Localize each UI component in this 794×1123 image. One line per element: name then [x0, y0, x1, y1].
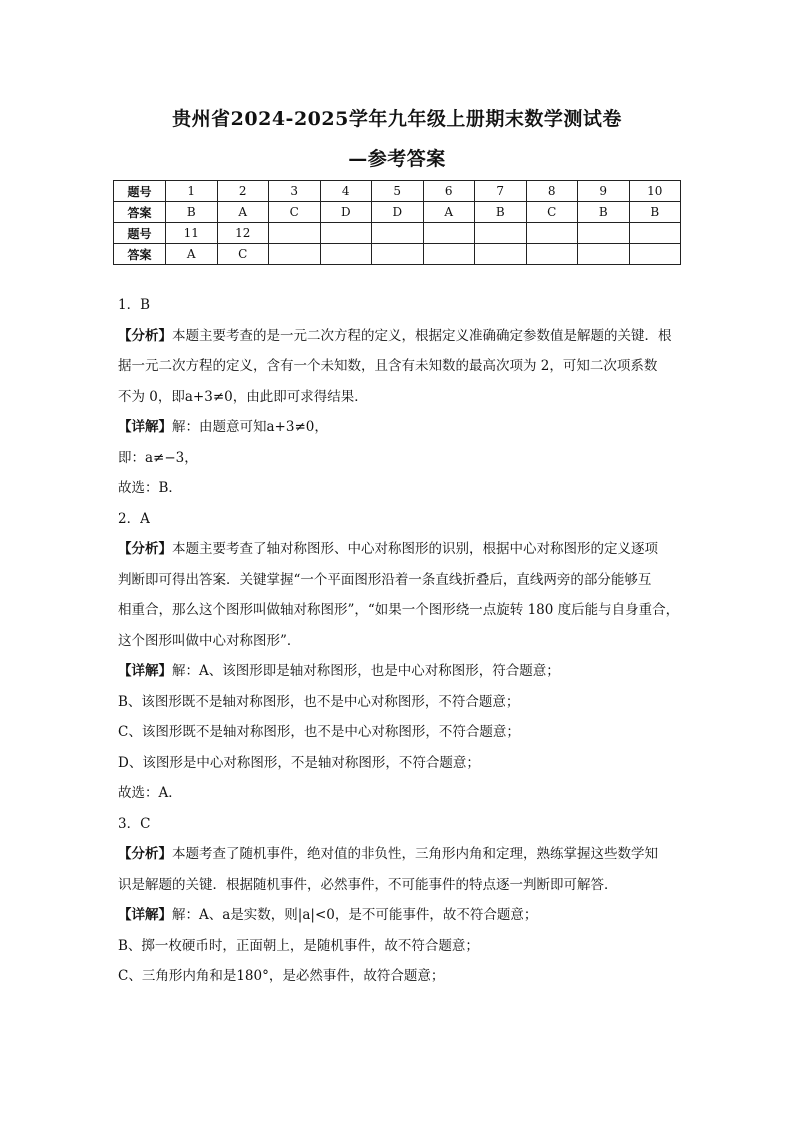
- question-number: 12: [217, 223, 269, 244]
- question-2-analysis: [118, 534, 688, 565]
- answer-cell: C: [526, 202, 578, 223]
- empty-cell: [320, 223, 372, 244]
- answer-cell: A: [166, 244, 218, 265]
- empty-cell: [629, 223, 681, 244]
- empty-cell: [269, 223, 321, 244]
- analysis-text: 据一元二次方程的定义，含有一个未知数，且含有未知数的最高次项为 2，可知二次项系数: [118, 358, 658, 374]
- answer-cell: B: [475, 202, 527, 223]
- detail-text: 故选：A．: [118, 785, 182, 801]
- answer-cell: D: [372, 202, 424, 223]
- analysis-text: 本题主要考查的是一元二次方程的定义，根据定义准确确定参数值是解题的关键．根: [172, 327, 672, 344]
- document-subtitle: —参考答案: [348, 148, 446, 170]
- analysis-text: 本题主要考查了轴对称图形、中心对称图形的识别，根据中心对称图形的定义逐项: [172, 541, 658, 557]
- question-number: 10: [629, 181, 681, 202]
- solutions-body: [118, 290, 688, 992]
- question-number: 11: [166, 223, 218, 244]
- detail-text: 解：A、a是实数，则|a|<0，是不可能事件，故不符合题意；: [172, 907, 538, 923]
- empty-cell: [475, 223, 527, 244]
- empty-cell: [372, 244, 424, 265]
- analysis-text: 相重合，那么这个图形叫做轴对称图形”，“如果一个图形绕一点旋转 180 度后能与自身重合，: [118, 602, 680, 618]
- table-row: [114, 244, 681, 265]
- row-label-answer: 答案: [114, 202, 166, 223]
- detail-tag: 【详解】: [118, 907, 172, 923]
- empty-cell: [320, 244, 372, 265]
- empty-cell: [269, 244, 321, 265]
- empty-cell: [526, 244, 578, 265]
- answer-cell: D: [320, 202, 372, 223]
- document-title: 贵州省2024-2025学年九年级上册期末数学测试卷: [172, 108, 622, 130]
- question-1-analysis: [118, 321, 688, 352]
- table-row: [114, 181, 681, 202]
- detail-text: D、该图形是中心对称图形，不是轴对称图形，不符合题意；: [118, 754, 480, 771]
- table-row: [114, 223, 681, 244]
- question-1-detail: [118, 412, 688, 443]
- empty-cell: [578, 244, 630, 265]
- analysis-tag: 【分析】: [118, 846, 172, 862]
- empty-cell: [578, 223, 630, 244]
- detail-text: 解：A、该图形即是轴对称图形，也是中心对称图形，符合题意；: [172, 663, 560, 679]
- analysis-text: 不为 0，即a+3≠0，由此即可求得结果．: [118, 388, 368, 405]
- question-number: 6: [423, 181, 475, 202]
- detail-text: 故选：B．: [118, 480, 182, 496]
- question-3-detail: [118, 900, 688, 931]
- empty-cell: [629, 244, 681, 265]
- analysis-text: 识是解题的关键．根据随机事件，必然事件，不可能事件的特点逐一判断即可解答．: [118, 876, 618, 893]
- detail-text: 即：a≠−3，: [118, 449, 198, 466]
- row-label-answer: 答案: [114, 244, 166, 265]
- answer-cell: B: [629, 202, 681, 223]
- question-number: 1: [166, 181, 218, 202]
- detail-tag: 【详解】: [118, 419, 172, 435]
- analysis-tag: 【分析】: [118, 327, 172, 344]
- question-2-detail: [118, 656, 688, 687]
- answer-cell: C: [269, 202, 321, 223]
- question-number: 8: [526, 181, 578, 202]
- row-label-question: 题号: [114, 223, 166, 244]
- detail-tag: 【详解】: [118, 663, 172, 679]
- question-number: 7: [475, 181, 527, 202]
- question-number: 3: [269, 181, 321, 202]
- question-number: 9: [578, 181, 630, 202]
- table-row: [114, 202, 681, 223]
- empty-cell: [423, 223, 475, 244]
- detail-text: 解：由题意可知a+3≠0，: [172, 419, 328, 435]
- question-3-analysis: [118, 839, 688, 870]
- answer-cell: B: [166, 202, 218, 223]
- answer-cell: C: [217, 244, 269, 265]
- detail-text: B、该图形既不是轴对称图形，也不是中心对称图形，不符合题意；: [118, 693, 520, 710]
- row-label-question: 题号: [114, 181, 166, 202]
- detail-text: C、三角形内角和是180°，是必然事件，故符合题意；: [118, 968, 445, 984]
- question-number: 5: [372, 181, 424, 202]
- question-1-heading: 1．B: [118, 297, 151, 313]
- answer-cell: A: [423, 202, 475, 223]
- empty-cell: [526, 223, 578, 244]
- analysis-text: 本题考查了随机事件，绝对值的非负性，三角形内角和定理，熟练掌握这些数学知: [172, 846, 658, 862]
- analysis-tag: 【分析】: [118, 541, 172, 557]
- question-3-heading: 3．C: [118, 815, 151, 832]
- question-number: 2: [217, 181, 269, 202]
- empty-cell: [423, 244, 475, 265]
- detail-text: B、掷一枚硬币时，正面朝上，是随机事件，故不符合题意；: [118, 937, 479, 954]
- detail-text: C、该图形既不是轴对称图形，也不是中心对称图形，不符合题意；: [118, 724, 520, 740]
- question-2-heading: 2．A: [118, 510, 150, 527]
- analysis-text: 判断即可得出答案．关键掌握“一个平面图形沿着一条直线折叠后，直线两旁的部分能够互: [118, 571, 652, 588]
- answer-cell: B: [578, 202, 630, 223]
- question-number: 4: [320, 181, 372, 202]
- answer-table: [113, 180, 681, 265]
- empty-cell: [475, 244, 527, 265]
- empty-cell: [372, 223, 424, 244]
- answer-cell: A: [217, 202, 269, 223]
- analysis-text: 这个图形叫做中心对称图形”．: [118, 632, 301, 649]
